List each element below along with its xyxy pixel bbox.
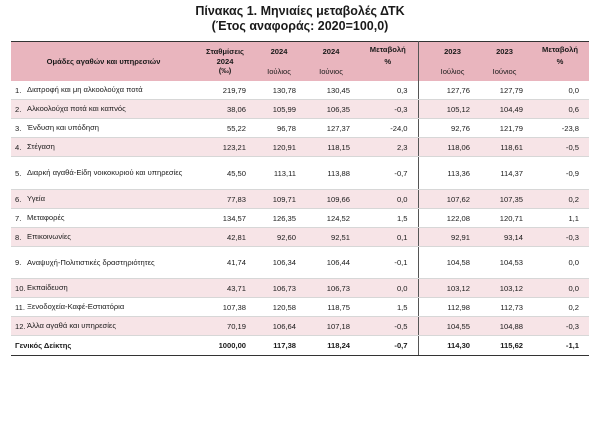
- table-row: [11, 209, 589, 228]
- row-2024-jun: 106,44: [304, 247, 358, 279]
- row-change-2023: 0,2: [531, 190, 589, 209]
- cpi-table: [11, 41, 589, 356]
- row-gap: [418, 190, 427, 209]
- row-2023-jun: 93,14: [478, 228, 531, 247]
- row-2024-jul: 126,35: [254, 209, 304, 228]
- row-weight: 55,22: [196, 119, 254, 138]
- table-row: [11, 119, 589, 138]
- row-change-2023: 0,0: [531, 247, 589, 279]
- table-row: [11, 317, 589, 336]
- row-2024-jun: 118,15: [304, 138, 358, 157]
- row-label: Αναψυχή-Πολιτιστικές δραστηριότητες: [27, 247, 196, 279]
- row-2024-jul: 106,73: [254, 279, 304, 298]
- row-index: 11.: [11, 298, 27, 317]
- row-2023-jun: 118,61: [478, 138, 531, 157]
- row-gap: [418, 157, 427, 190]
- row-2023-jun: 114,37: [478, 157, 531, 190]
- row-change-2023: -0,5: [531, 138, 589, 157]
- row-weight: 38,06: [196, 100, 254, 119]
- row-change-2024: -0,1: [358, 247, 418, 279]
- row-label: Ένδυση και υπόδηση: [27, 119, 196, 138]
- row-2023-jun: 107,35: [478, 190, 531, 209]
- row-2023-jul: 104,58: [427, 247, 478, 279]
- row-index: 6.: [11, 190, 27, 209]
- row-label: Ξενοδοχεία-Καφέ-Εστιατόρια: [27, 298, 196, 317]
- row-index: 5.: [11, 157, 27, 190]
- row-gap: [418, 81, 427, 100]
- table-row: [11, 298, 589, 317]
- group-column-header: [11, 42, 196, 82]
- row-index: 1.: [11, 81, 27, 100]
- row-label: Εκπαίδευση: [27, 279, 196, 298]
- row-change-2023: -23,8: [531, 119, 589, 138]
- row-weight: 123,21: [196, 138, 254, 157]
- weights-column-header: [196, 42, 254, 82]
- row-index: 9.: [11, 247, 27, 279]
- row-label: Διαρκή αγαθά-Είδη νοικοκυριού και υπηρεσίες: [27, 157, 196, 190]
- change-a-header: [358, 42, 418, 82]
- row-change-2024: 0,0: [358, 190, 418, 209]
- row-change-2024: 0,0: [358, 279, 418, 298]
- row-weight: 45,50: [196, 157, 254, 190]
- weights-header-line3: (‰): [218, 66, 232, 76]
- total-gap: [418, 336, 427, 356]
- month-a1-header: Ιούλιος: [254, 62, 304, 81]
- year-b2-header: 2023: [478, 42, 531, 63]
- table-row: [11, 190, 589, 209]
- month-b2-header: Ιούνιος: [478, 62, 531, 81]
- row-2023-jun: 127,79: [478, 81, 531, 100]
- row-change-2023: 0,2: [531, 298, 589, 317]
- row-index: 3.: [11, 119, 27, 138]
- change-b-label: Μεταβολή: [542, 45, 578, 54]
- row-label: Υγεία: [27, 190, 196, 209]
- row-change-2024: -0,7: [358, 157, 418, 190]
- row-label: Στέγαση: [27, 138, 196, 157]
- row-2024-jul: 106,34: [254, 247, 304, 279]
- row-change-2023: 0,6: [531, 100, 589, 119]
- change-b-unit: %: [556, 57, 564, 66]
- total-2023-jul: 114,30: [427, 336, 478, 356]
- row-index: 12.: [11, 317, 27, 336]
- row-gap: [418, 100, 427, 119]
- row-2023-jun: 121,79: [478, 119, 531, 138]
- row-change-2023: -0,9: [531, 157, 589, 190]
- row-change-2024: 0,1: [358, 228, 418, 247]
- table-row: [11, 81, 589, 100]
- row-2024-jun: 127,37: [304, 119, 358, 138]
- table-row: [11, 247, 589, 279]
- total-row: [11, 336, 589, 356]
- row-change-2024: -0,3: [358, 100, 418, 119]
- row-gap: [418, 247, 427, 279]
- row-change-2024: 0,3: [358, 81, 418, 100]
- table-subtitle: (Έτος αναφοράς: 2020=100,0): [211, 19, 389, 33]
- row-2023-jun: 120,71: [478, 209, 531, 228]
- year-b1-header: 2023: [427, 42, 478, 63]
- row-gap: [418, 228, 427, 247]
- row-2024-jul: 96,78: [254, 119, 304, 138]
- row-2024-jun: 109,66: [304, 190, 358, 209]
- row-weight: 70,19: [196, 317, 254, 336]
- row-weight: 42,81: [196, 228, 254, 247]
- row-2024-jun: 92,51: [304, 228, 358, 247]
- row-2023-jul: 118,06: [427, 138, 478, 157]
- row-2023-jul: 103,12: [427, 279, 478, 298]
- row-change-2023: -0,3: [531, 228, 589, 247]
- row-2023-jun: 112,73: [478, 298, 531, 317]
- row-2023-jul: 105,12: [427, 100, 478, 119]
- row-gap: [418, 209, 427, 228]
- weights-header-line2: 2024: [216, 56, 234, 66]
- row-label: Διατροφή και μη αλκοολούχα ποτά: [27, 81, 196, 100]
- row-2024-jul: 106,64: [254, 317, 304, 336]
- row-weight: 41,74: [196, 247, 254, 279]
- row-index: 8.: [11, 228, 27, 247]
- row-2023-jun: 104,49: [478, 100, 531, 119]
- row-2023-jul: 104,55: [427, 317, 478, 336]
- row-2024-jul: 113,11: [254, 157, 304, 190]
- row-2024-jul: 120,91: [254, 138, 304, 157]
- total-2024-jul: 117,38: [254, 336, 304, 356]
- row-2023-jul: 122,08: [427, 209, 478, 228]
- row-2024-jul: 109,71: [254, 190, 304, 209]
- row-gap: [418, 119, 427, 138]
- year-a2-header: 2024: [304, 42, 358, 63]
- row-label: Αλκοολούχα ποτά και καπνός: [27, 100, 196, 119]
- row-2024-jun: 113,88: [304, 157, 358, 190]
- row-label: Άλλα αγαθά και υπηρεσίες: [27, 317, 196, 336]
- row-change-2023: 0,0: [531, 81, 589, 100]
- total-change-2024: -0,7: [358, 336, 418, 356]
- row-2023-jul: 92,76: [427, 119, 478, 138]
- row-2023-jul: 107,62: [427, 190, 478, 209]
- row-2024-jun: 106,73: [304, 279, 358, 298]
- row-index: 10.: [11, 279, 27, 298]
- row-2023-jul: 127,76: [427, 81, 478, 100]
- row-2024-jun: 118,75: [304, 298, 358, 317]
- row-index: 4.: [11, 138, 27, 157]
- row-2024-jul: 92,60: [254, 228, 304, 247]
- row-change-2024: -0,5: [358, 317, 418, 336]
- change-a-label: Μεταβολή: [369, 45, 406, 54]
- row-2024-jun: 107,18: [304, 317, 358, 336]
- row-change-2023: 1,1: [531, 209, 589, 228]
- row-2023-jul: 113,36: [427, 157, 478, 190]
- row-weight: 107,38: [196, 298, 254, 317]
- row-2024-jun: 130,45: [304, 81, 358, 100]
- table-row: [11, 157, 589, 190]
- row-label: Μεταφορές: [27, 209, 196, 228]
- year-a1-header: 2024: [254, 42, 304, 63]
- group-header-label: Ομάδες αγαθών και υπηρεσιών: [46, 56, 161, 66]
- row-change-2024: 1,5: [358, 298, 418, 317]
- total-weight: 1000,00: [196, 336, 254, 356]
- total-label: Γενικός Δείκτης: [11, 336, 196, 356]
- row-change-2023: -0,3: [531, 317, 589, 336]
- gap-column-header: [418, 42, 427, 82]
- row-2024-jul: 120,58: [254, 298, 304, 317]
- row-gap: [418, 279, 427, 298]
- row-change-2023: 0,0: [531, 279, 589, 298]
- row-change-2024: -24,0: [358, 119, 418, 138]
- row-label: Επικοινωνίες: [27, 228, 196, 247]
- row-gap: [418, 138, 427, 157]
- month-a2-header: Ιούνιος: [304, 62, 358, 81]
- row-2023-jul: 112,98: [427, 298, 478, 317]
- total-2024-jun: 118,24: [304, 336, 358, 356]
- row-index: 2.: [11, 100, 27, 119]
- table-row: [11, 279, 589, 298]
- month-b1-header: Ιούλιος: [427, 62, 478, 81]
- row-2024-jun: 106,35: [304, 100, 358, 119]
- row-weight: 77,83: [196, 190, 254, 209]
- total-change-2023: -1,1: [531, 336, 589, 356]
- row-gap: [418, 298, 427, 317]
- weights-header-line1: Σταθμίσεις: [206, 47, 245, 57]
- row-weight: 219,79: [196, 81, 254, 100]
- row-2024-jun: 124,52: [304, 209, 358, 228]
- row-2024-jul: 105,99: [254, 100, 304, 119]
- total-2023-jun: 115,62: [478, 336, 531, 356]
- table-title: Πίνακας 1. Μηνιαίες μεταβολές ΔΤΚ: [195, 4, 405, 18]
- row-2023-jun: 103,12: [478, 279, 531, 298]
- row-change-2024: 1,5: [358, 209, 418, 228]
- row-2024-jul: 130,78: [254, 81, 304, 100]
- row-index: 7.: [11, 209, 27, 228]
- table-row: [11, 228, 589, 247]
- table-body: [11, 81, 589, 356]
- header-row-top: [11, 42, 589, 63]
- row-2023-jun: 104,88: [478, 317, 531, 336]
- row-2023-jun: 104,53: [478, 247, 531, 279]
- row-gap: [418, 317, 427, 336]
- change-a-unit: %: [384, 57, 392, 66]
- change-b-header: [531, 42, 589, 82]
- table-row: [11, 138, 589, 157]
- row-weight: 134,57: [196, 209, 254, 228]
- row-change-2024: 2,3: [358, 138, 418, 157]
- table-row: [11, 100, 589, 119]
- row-weight: 43,71: [196, 279, 254, 298]
- row-2023-jul: 92,91: [427, 228, 478, 247]
